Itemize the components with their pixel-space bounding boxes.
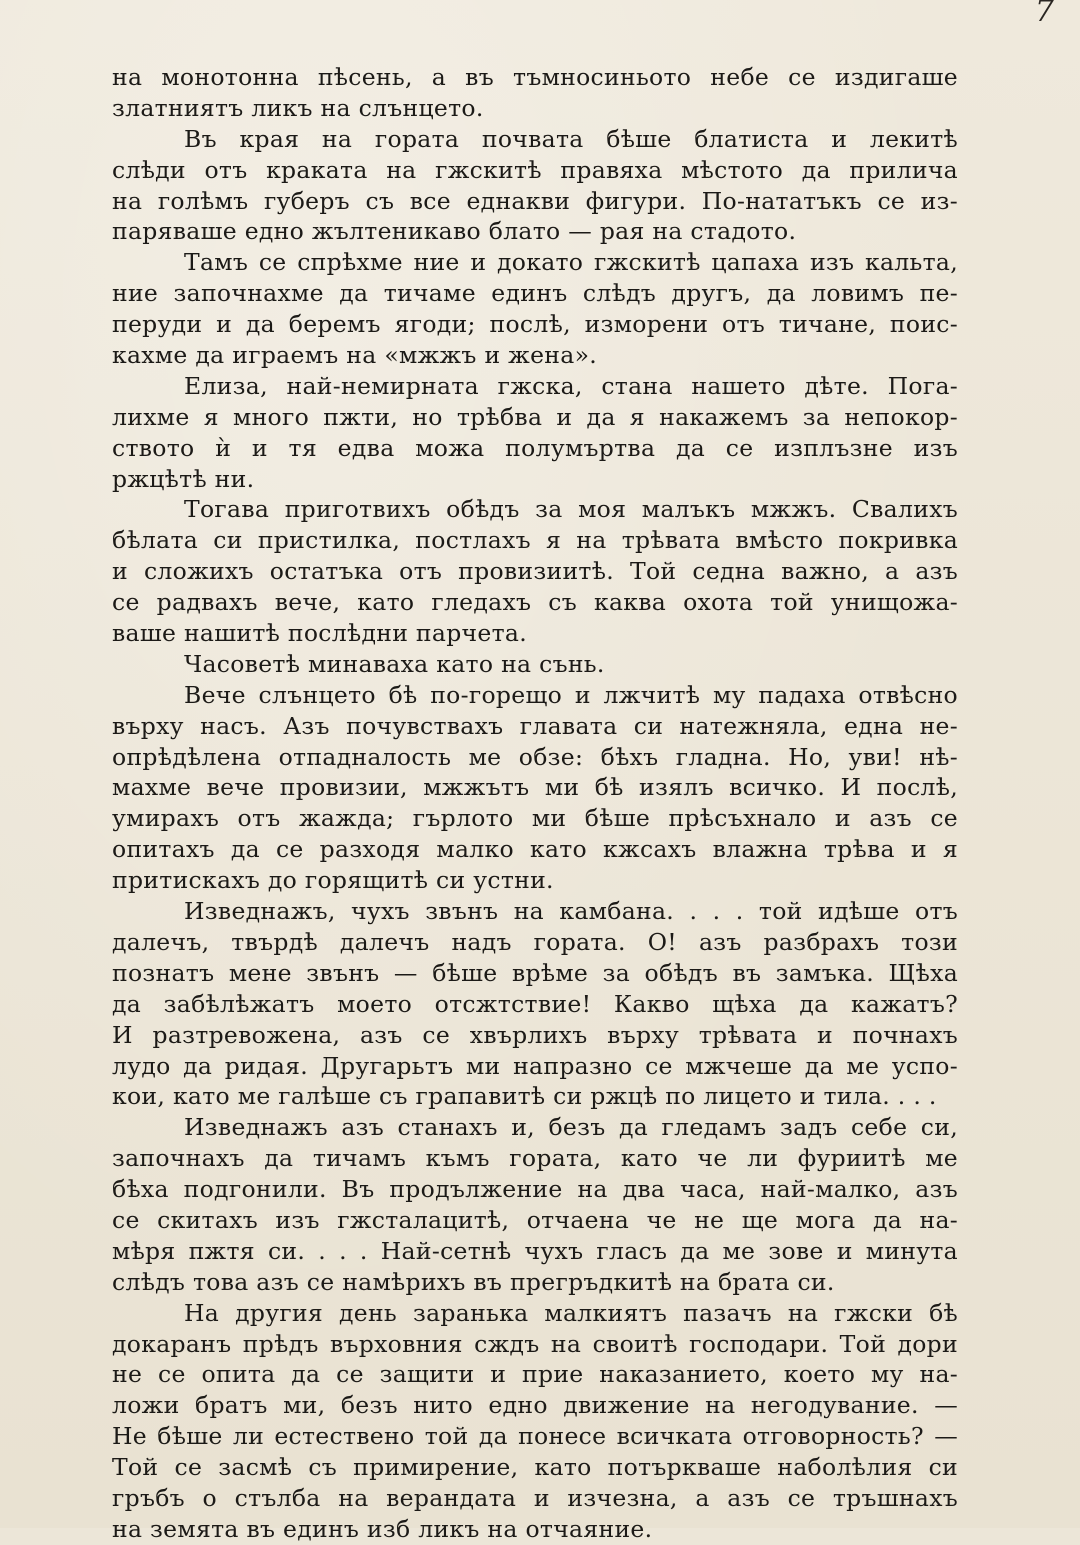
text-line: гръбъ о стълба на верандата и изчезна, а азъ се тръшнахъ bbox=[112, 1483, 958, 1512]
text-line: върху насъ. Азъ почувствахъ главата си натежняла, една не- bbox=[112, 711, 958, 740]
text-line: ржцѣтѣ ни. bbox=[112, 464, 255, 493]
text-line: слѣди отъ краката на гжскитѣ правяха мѣстото да прилича bbox=[112, 155, 958, 184]
text-line: се радвахъ вече, като гледахъ съ каква охота той унищожа- bbox=[112, 588, 958, 617]
text-line: На другия день заранька малкиятъ пазачъ на гжски бѣ bbox=[184, 1298, 958, 1327]
text-line: да забѣлѣжатъ моето отсжтствие! Какво щѣха да кажатъ? bbox=[112, 989, 958, 1018]
text-line: далечъ, твърдѣ далечъ надъ гората. О! азъ разбрахъ този bbox=[112, 927, 958, 956]
text-line: бѣлата си пристилка, постлахъ я на трѣвата вмѣсто покривка bbox=[112, 526, 958, 555]
text-line: лудо да ридая. Другарьтъ ми напразно се мжчеше да ме успо- bbox=[112, 1051, 958, 1080]
text-line: се скитахъ изъ гжсталацитѣ, отчаена че не ще мога да на- bbox=[112, 1205, 958, 1234]
text-line: Часоветѣ минаваха като на сънь. bbox=[184, 649, 605, 678]
text-line: притискахъ до горящитѣ си устни. bbox=[112, 866, 554, 895]
text-line: ложи братъ ми, безъ нито едно движение на негодувание. — bbox=[112, 1391, 958, 1420]
text-line: не се опита да се защити и прие наказанието, което му на- bbox=[112, 1360, 958, 1389]
text-line: мѣря пжтя си. . . . Най-сетнѣ чухъ гласъ да ме зове и минута bbox=[112, 1236, 958, 1265]
text-line: докаранъ прѣдъ върховния сждъ на своитѣ господари. Той дори bbox=[112, 1329, 958, 1358]
text-line: слѣдъ това азъ се намѣрихъ въ прегръдкитѣ на брата си. bbox=[112, 1267, 835, 1296]
text-line: Вече слънцето бѣ по-горещо и лжчитѣ му падаха отвѣсно bbox=[184, 680, 958, 709]
text-line: кои, като ме галѣше съ грапавитѣ си ржцѣ по лицето и тила. . . . bbox=[112, 1082, 937, 1111]
text-line: перуди и да беремъ ягоди; послѣ, изморени отъ тичане, поис- bbox=[112, 310, 958, 339]
text-line: паряваше едно жълтеникаво блато — рая на стадото. bbox=[112, 217, 797, 246]
text-line: ние започнахме да тичаме единъ слѣдъ другъ, да ловимъ пе- bbox=[112, 279, 958, 308]
text-line: умирахъ отъ жажда; гърлото ми бѣше прѣсъхнало и азъ се bbox=[112, 804, 958, 833]
text-line: ваше нашитѣ послѣдни парчета. bbox=[112, 619, 527, 648]
text-line: И разтревожена, азъ се хвърлихъ върху трѣвата и почнахъ bbox=[112, 1020, 958, 1049]
text-line: Въ края на гората почвата бѣше блатиста и лекитѣ bbox=[184, 124, 958, 153]
text-line: на монотонна пѣсень, а въ тъмносиньото небе се издигаше bbox=[112, 63, 958, 91]
text-line: и сложихъ остатъка отъ провизиитѣ. Той седна важно, а азъ bbox=[112, 557, 958, 586]
text-line: Той се засмѣ съ примирение, като потъркваше наболѣлия си bbox=[112, 1453, 958, 1482]
text-line: Изведнажъ азъ станахъ и, безъ да гледамъ задъ себе си, bbox=[184, 1113, 958, 1142]
text-line: на земята въ единъ изб ликъ на отчаяние. bbox=[112, 1514, 653, 1543]
text-line: бѣха подгонили. Въ продължение на два часа, най-малко, азъ bbox=[112, 1175, 958, 1204]
text-line: опитахъ да се разходя малко като кжсахъ влажна трѣва и я bbox=[112, 835, 958, 864]
text-line: на голѣмъ губеръ съ все еднакви фигури. По-нататъкъ се из- bbox=[112, 186, 958, 215]
text-line: опрѣдѣлена отпадналость ме обзе: бѣхъ гладна. Но, уви! нѣ- bbox=[112, 742, 958, 771]
text-line: познатъ мене звънъ — бѣше врѣме за обѣдъ въ замъка. Щѣха bbox=[112, 958, 958, 987]
page-number: 7 bbox=[1034, 0, 1054, 29]
text-line: Тамъ се спрѣхме ние и докато гжскитѣ цапаха изъ кальта, bbox=[184, 248, 958, 277]
text-line: кахме да играемъ на «мжжъ и жена». bbox=[112, 341, 598, 370]
text-line: Тогава приготвихъ обѣдъ за моя малъкъ мжжъ. Свалихъ bbox=[184, 495, 958, 524]
text-line: махме вече провизии, мжжътъ ми бѣ изялъ всичко. И послѣ, bbox=[112, 773, 958, 802]
text-line: златниятъ ликъ на слънцето. bbox=[112, 93, 484, 122]
text-line: ството ѝ и тя едва можа полумъртва да се изплъзне изъ bbox=[112, 433, 958, 462]
text-line: Изведнажъ, чухъ звънъ на камбана. . . . той идѣше отъ bbox=[184, 897, 958, 926]
text-line: Не бѣше ли естествено той да понесе всичката отговорность? — bbox=[112, 1422, 958, 1451]
text-line: започнахъ да тичамъ къмъ гората, като че ли фуриитѣ ме bbox=[112, 1144, 958, 1173]
body-text bbox=[112, 62, 958, 1545]
text-line: лихме я много пжти, но трѣбва и да я накажемъ за непокор- bbox=[112, 402, 958, 431]
text-line: Елиза, най-немирната гжска, стана нашето дѣте. Пога- bbox=[184, 371, 958, 400]
